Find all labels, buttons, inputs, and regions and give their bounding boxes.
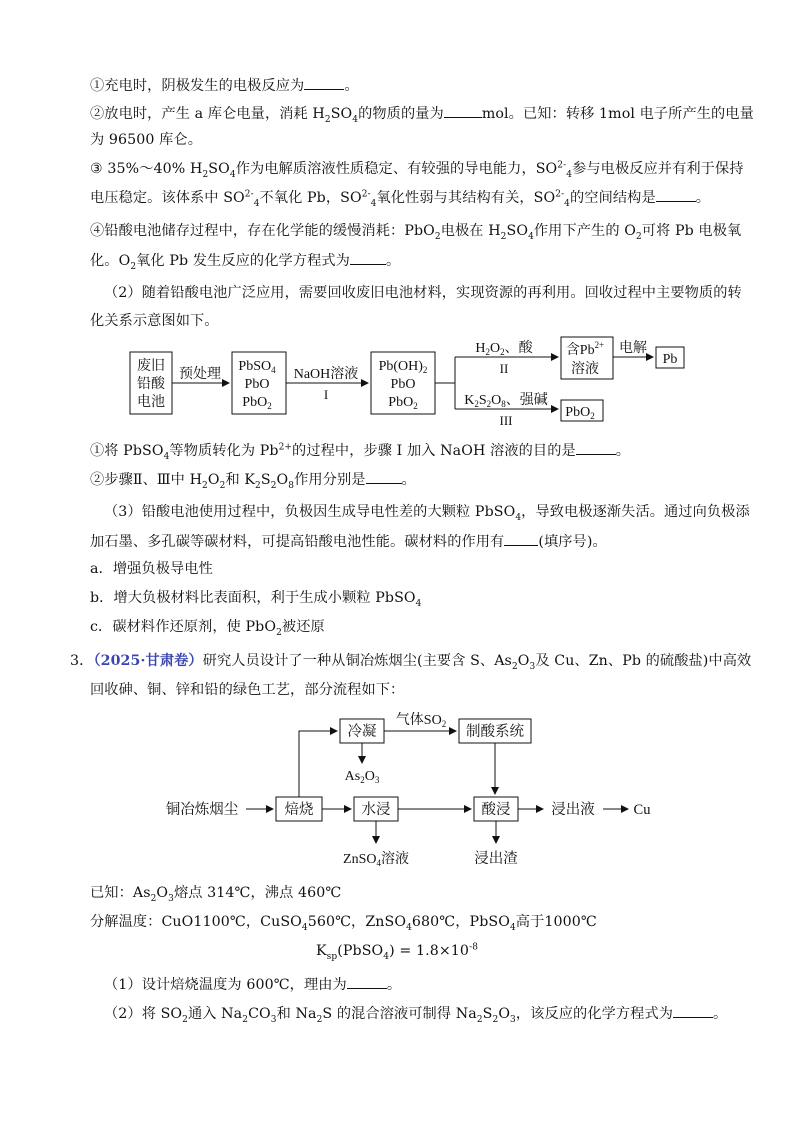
q2-intro-cont: 化关系示意图如下。 [90,313,219,329]
step-II-label: II [499,361,509,376]
answer-blank[interactable] [444,104,482,118]
q1-sub1: ①充电时，阴极发生的电极反应为 。 [90,78,359,94]
so2-gas-label: 气体$SO_2$ [395,713,447,729]
source-tag: （2025·甘肃卷） [93,653,203,669]
p3-q1: （1）设计焙烧温度为 600℃，理由为 。 [104,977,402,993]
svg-text:PbSO4: PbSO$_4$ [238,359,276,375]
electrolysis-label: 电解 [619,341,647,356]
option-c: c．碳材料作还原剂，使 PbO$_2$被还原 [90,619,325,638]
as2o3-label: $As_2O_3$ [344,769,380,785]
q1-sub3: ③ 35%～40% $H_2SO_4$作为电解质溶液性质稳定、有较强的导电能力，$SO^{2-}_4$参与电极反应并有利于保持 [90,160,744,180]
svg-text:PbO2: PbO$_2$ [388,395,418,411]
svg-text:PbO: PbO [244,377,270,392]
q3-intro: （3）铅酸电池使用过程中，负极因生成导电性差的大颗粒 PbSO$_4$，导致电极逐渐失活。通过向负极添 [104,504,750,523]
problem3-stem: 3．（2025·甘肃卷）研究人员设计了一种从铜冶炼烟尘(主要含 S、$As_2O_3$及 Cu、Zn、Pb 的硫酸盐)中高效 [70,653,752,672]
step-I-label: I [323,387,329,402]
svg-text:冷凝: 冷凝 [347,724,377,740]
svg-text:Pb: Pb [662,352,678,367]
leachate-label: 浸出液 [551,802,595,818]
option-a: a．增强负极导电性 [90,561,213,577]
box1-line3: 电池 [137,395,165,410]
arrow-naoh-label: NaOH溶液 [293,367,359,382]
cu-label: Cu [633,802,651,818]
svg-text:水浸: 水浸 [361,802,391,818]
svg-text:焙烧: 焙烧 [284,802,314,818]
answer-blank[interactable] [504,532,538,546]
answer-blank[interactable] [576,441,616,455]
copper-dust-flowchart [160,710,660,875]
problem3-stem-cont: 回收砷、铜、锌和铅的绿色工艺，部分流程如下： [90,682,405,698]
step-III-label: III [499,413,513,428]
answer-blank[interactable] [366,470,402,484]
answer-blank[interactable] [350,251,386,265]
svg-text:PbO: PbO [390,377,416,392]
znso4-label: ZnSO$_4$溶液 [343,852,409,868]
svg-text:酸浸: 酸浸 [481,802,511,818]
ksp-equation: $K_{sp}(PbSO_4) = 1.8\times 10^{-8}$ [315,942,479,962]
feed-label: 铜冶炼烟尘 [165,802,239,818]
box1-line2: 铅酸 [137,377,165,392]
q2-sub1: ①将 PbSO$_4$等物质转化为 $Pb^{2+}$的过程中，步骤 I 加入 NaOH 溶液的目的是 。 [90,442,631,462]
answer-blank[interactable] [673,1004,713,1018]
answer-blank[interactable] [304,76,344,90]
svg-text:溶液: 溶液 [571,362,599,377]
q1-sub3-cont: 电压稳定。该体系中 $SO^{2-}_4$不氧化 Pb，$SO^{2-}_4$氧化性弱与其结构有关，$SO^{2-}_4$的空间结构是 。 [90,189,711,209]
branch-top-label: $H_2O_2$、酸 [475,341,533,357]
q1-sub4: ④铅酸电池储存过程中，存在化学能的缓慢消耗：PbO$_2$电极在 $H_2SO_4$作用下产生的 $O_2$可将 Pb 电极氧 [90,223,742,242]
option-b: b．增大负极材料比表面积，利于生成小颗粒 PbSO$_4$ [90,590,422,609]
known-decomp: 分解温度：CuO1100℃，CuSO$_4$560℃，ZnSO$_4$680℃，PbSO$_4$高于1000℃ [90,914,597,933]
answer-blank[interactable] [656,188,696,202]
q1-sub4-cont: 化。$O_2$氧化 Pb 发生反应的化学方程式为 。 [90,253,401,272]
q1-sub2: ②放电时，产生 a 库仑电量，消耗 $H_2SO_4$的物质的量为 mol。已知：转移 1mol 电子所产生的电量 [90,106,754,125]
q1-sub2-cont: 为 96500 库仑。 [90,132,203,148]
q3-intro-cont: 加石墨、多孔碳等碳材料，可提高铅酸电池性能。碳材料的作用有 (填序号)。 [90,534,607,550]
svg-text:制酸系统: 制酸系统 [466,724,524,740]
residue-label: 浸出渣 [474,851,518,867]
q2-intro: （2）随着铅酸电池广泛应用，需要回收废旧电池材料，实现资源的再利用。回收过程中主要物质的转 [104,285,742,301]
svg-text:PbO2: PbO$_2$ [242,395,272,411]
lead-recycling-flowchart [125,334,705,430]
arrow-pretreat-label: 预处理 [179,367,221,382]
branch-bottom-label: $K_2S_2O_8$、强碱 [464,393,548,409]
known-as2o3: 已知：$As_2O_3$熔点 314℃，沸点 460℃ [90,885,342,904]
p3-q2: （2）将 $SO_2$通入 $Na_2CO_3$和 $Na_2S$ 的混合溶液可制得 $Na_2S_2O_3$，该反应的化学方程式为 。 [104,1006,728,1025]
q2-sub2: ②步骤Ⅱ、Ⅲ中 $H_2O_2$和 $K_2S_2O_8$作用分别是 。 [90,472,416,491]
svg-text:PbO2: PbO$_2$ [565,405,595,421]
svg-text:Pb(OH)2: $Pb(OH)_2$ [378,359,428,375]
answer-blank[interactable] [347,975,387,989]
box1-line1: 废旧 [137,359,165,374]
svg-text:含Pb2+: 含$Pb^{2+}$ [565,340,605,358]
